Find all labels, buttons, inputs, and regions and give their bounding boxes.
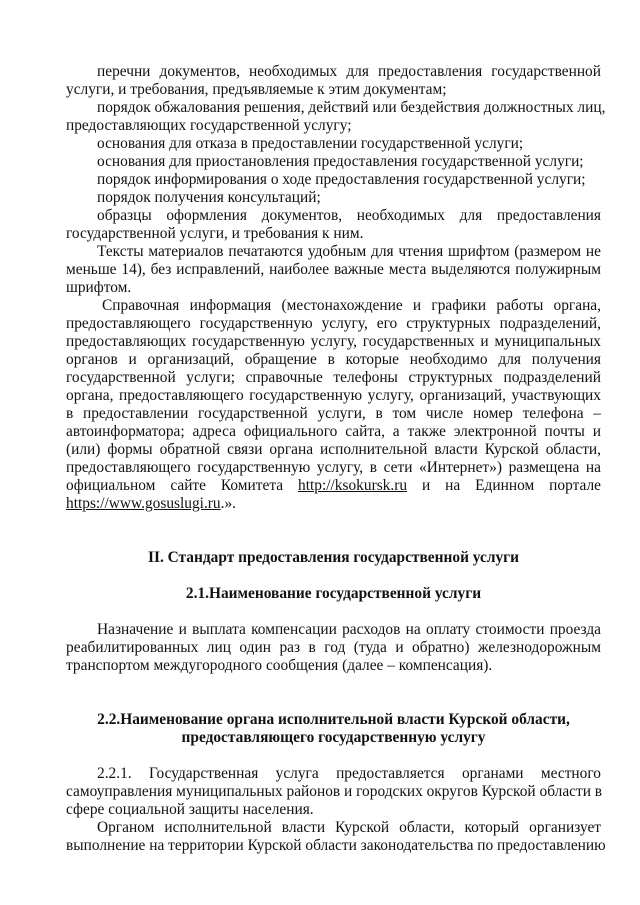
gosuslugi-link[interactable]: https://www.gosuslugi.ru	[66, 495, 221, 512]
paragraph-line: предоставляющего государственную услугу, в сети «Интернет») размещена на	[66, 459, 601, 476]
paragraph-line: порядок обжалования решения, действий или бездействия должностных лиц,	[97, 99, 606, 116]
text-fragment: официальном сайте Комитета	[66, 477, 284, 494]
paragraph-line: 2.2.1. Государственная услуга предоставляется органами местного	[97, 765, 601, 782]
paragraph-line: самоуправления муниципальных районов и городских округов Курской области в	[66, 783, 603, 800]
subsection-title: 2.2.Наименование органа исполнительной власти Курской области,	[97, 711, 570, 728]
paragraph-line: выполнение на территории Курской области законодательства по предоставлению	[66, 837, 606, 854]
paragraph-line: образцы оформления документов, необходимых для предоставления	[97, 207, 601, 224]
text-fragment: и на Единном	[422, 477, 535, 494]
paragraph-line-with-link	[66, 477, 601, 495]
paragraph-line: основания для приостановления предоставления государственной услуги;	[97, 153, 584, 170]
paragraph-line: шрифтом.	[66, 279, 132, 296]
section-title: II. Стандарт предоставления государственной услуги	[147, 549, 520, 566]
paragraph-line: органов и организаций, обращение в которые необходимо для получения	[66, 351, 601, 368]
paragraph-line: государственной услуги, и требования к ним.	[66, 225, 364, 242]
paragraph-line: в предоставлении государственной услуги, в том числе номер телефона –	[66, 405, 601, 422]
paragraph-line: транспортом междугородного сообщения (далее – компенсация).	[66, 657, 493, 674]
paragraph-line: основания для отказа в предоставлении государственной услуги;	[97, 135, 524, 152]
paragraph-line: Справочная информация (местонахождение и графики работы органа,	[102, 297, 601, 314]
paragraph-line: государственной услуги; справочные телефоны структурных подразделений	[66, 369, 601, 386]
text-fragment: портале	[549, 477, 601, 494]
paragraph-line: предоставляющих государственную услугу, государственных и муниципальных	[66, 333, 601, 350]
paragraph-line: Органом исполнительной власти Курской области, который организует	[97, 819, 601, 836]
paragraph-line: услуги, и требования, предъявляемые к этим документам;	[66, 81, 447, 98]
subsection-title: предоставляющего государственную услугу	[181, 729, 486, 746]
paragraph-line: предоставляющих государственной услугу;	[66, 117, 352, 134]
subsection-title: 2.1.Наименование государственной услуги	[185, 585, 482, 602]
paragraph-line: предоставляющего государственную услугу, его структурных подразделений,	[66, 315, 601, 332]
text-fragment: .».	[220, 495, 237, 512]
paragraph-line: (или) формы обратной связи органа исполнительной власти Курской области,	[66, 441, 601, 458]
paragraph-line: автоинформатора; адреса официального сайта, а также электронной почты и	[66, 423, 601, 440]
komitet-website-link[interactable]: http://ksokursk.ru	[298, 477, 408, 494]
paragraph-line: Тексты материалов печатаются удобным для чтения шрифтом (размером не	[97, 243, 601, 260]
paragraph-line: порядок получения консультаций;	[97, 189, 321, 206]
paragraph-line: порядок информирования о ходе предоставления государственной услуги;	[97, 171, 586, 188]
paragraph-line: меньше 14), без исправлений, наиболее важные места выделяются полужирным	[66, 261, 601, 278]
paragraph-line: сфере социальной защиты населения.	[66, 801, 314, 818]
paragraph-line: реабилитированных лиц один раз в год (туда и обратно) железнодорожным	[66, 639, 601, 656]
paragraph-line: перечни документов, необходимых для предоставления государственной	[97, 63, 601, 80]
paragraph-line: Назначение и выплата компенсации расходов на оплату стоимости проезда	[97, 621, 601, 638]
paragraph-line-with-link	[66, 495, 601, 513]
paragraph-line: органа, предоставляющего государственную услугу, организаций, участвующих	[66, 387, 601, 404]
